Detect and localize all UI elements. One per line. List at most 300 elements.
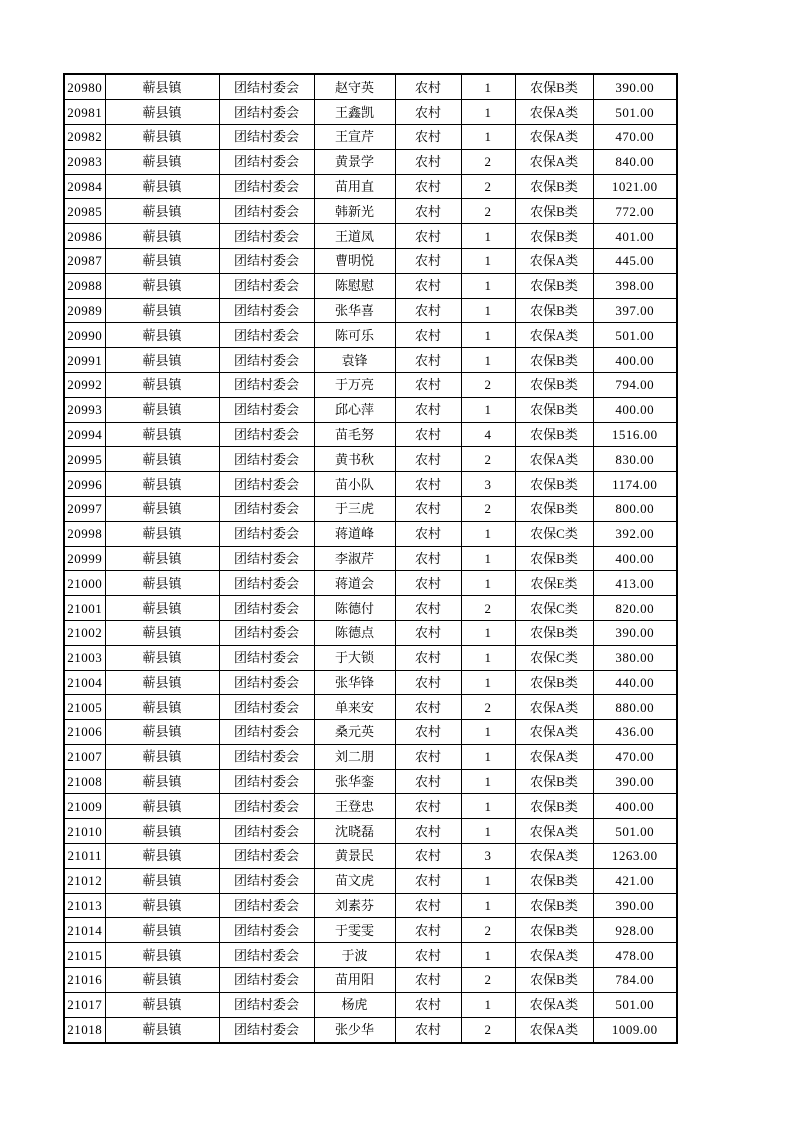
cell-town: 蕲县镇: [105, 149, 219, 174]
table-row: [64, 546, 677, 571]
cell-serial-number: 20997: [64, 496, 105, 521]
cell-amount: 928.00: [593, 918, 677, 943]
cell-person-count: 1: [461, 298, 515, 323]
cell-serial-number: 20987: [64, 248, 105, 273]
cell-insurance-category: 农保A类: [515, 1017, 593, 1043]
cell-amount: 880.00: [593, 695, 677, 720]
cell-serial-number: 21004: [64, 670, 105, 695]
cell-amount: 470.00: [593, 744, 677, 769]
cell-village-committee: 团结村委会: [219, 546, 314, 571]
cell-insurance-category: 农保A类: [515, 124, 593, 149]
cell-residence-type: 农村: [395, 893, 461, 918]
cell-person-count: 1: [461, 819, 515, 844]
cell-serial-number: 21017: [64, 992, 105, 1017]
cell-amount: 400.00: [593, 546, 677, 571]
cell-person-count: 1: [461, 546, 515, 571]
cell-town: 蕲县镇: [105, 645, 219, 670]
cell-insurance-category: 农保B类: [515, 868, 593, 893]
cell-residence-type: 农村: [395, 645, 461, 670]
cell-serial-number: 20980: [64, 74, 105, 100]
cell-village-committee: 团结村委会: [219, 521, 314, 546]
cell-town: 蕲县镇: [105, 74, 219, 100]
cell-village-committee: 团结村委会: [219, 645, 314, 670]
table-row: [64, 918, 677, 943]
cell-person-name: 韩新光: [314, 199, 395, 224]
cell-town: 蕲县镇: [105, 496, 219, 521]
cell-town: 蕲县镇: [105, 893, 219, 918]
cell-village-committee: 团结村委会: [219, 397, 314, 422]
cell-amount: 840.00: [593, 149, 677, 174]
cell-residence-type: 农村: [395, 273, 461, 298]
cell-person-count: 1: [461, 571, 515, 596]
cell-town: 蕲县镇: [105, 819, 219, 844]
cell-amount: 501.00: [593, 992, 677, 1017]
table-row: [64, 720, 677, 745]
cell-person-name: 蒋道峰: [314, 521, 395, 546]
cell-serial-number: 20999: [64, 546, 105, 571]
cell-insurance-category: 农保B类: [515, 174, 593, 199]
cell-person-count: 1: [461, 397, 515, 422]
cell-person-name: 于三虎: [314, 496, 395, 521]
cell-serial-number: 21011: [64, 844, 105, 869]
cell-amount: 397.00: [593, 298, 677, 323]
cell-town: 蕲县镇: [105, 571, 219, 596]
cell-village-committee: 团结村委会: [219, 992, 314, 1017]
cell-village-committee: 团结村委会: [219, 199, 314, 224]
table-row: [64, 472, 677, 497]
cell-residence-type: 农村: [395, 372, 461, 397]
cell-person-name: 沈晓磊: [314, 819, 395, 844]
cell-person-count: 1: [461, 893, 515, 918]
cell-person-name: 张华锋: [314, 670, 395, 695]
cell-person-name: 张华銮: [314, 769, 395, 794]
table-row: [64, 496, 677, 521]
cell-residence-type: 农村: [395, 769, 461, 794]
cell-insurance-category: 农保B类: [515, 918, 593, 943]
cell-serial-number: 21010: [64, 819, 105, 844]
cell-person-count: 3: [461, 844, 515, 869]
cell-insurance-category: 农保B类: [515, 348, 593, 373]
table-row: [64, 199, 677, 224]
cell-insurance-category: 农保A类: [515, 447, 593, 472]
cell-person-name: 王道凤: [314, 224, 395, 249]
cell-person-count: 1: [461, 943, 515, 968]
cell-person-name: 陈德付: [314, 596, 395, 621]
cell-person-name: 于大锁: [314, 645, 395, 670]
cell-person-count: 2: [461, 149, 515, 174]
cell-amount: 1021.00: [593, 174, 677, 199]
cell-amount: 1516.00: [593, 422, 677, 447]
cell-village-committee: 团结村委会: [219, 149, 314, 174]
cell-amount: 380.00: [593, 645, 677, 670]
cell-serial-number: 20981: [64, 100, 105, 125]
cell-insurance-category: 农保C类: [515, 521, 593, 546]
cell-village-committee: 团结村委会: [219, 596, 314, 621]
cell-person-count: 1: [461, 348, 515, 373]
table-row: [64, 74, 677, 100]
cell-amount: 501.00: [593, 100, 677, 125]
table-row: [64, 943, 677, 968]
cell-serial-number: 20986: [64, 224, 105, 249]
table-row: [64, 174, 677, 199]
cell-amount: 501.00: [593, 323, 677, 348]
cell-town: 蕲县镇: [105, 248, 219, 273]
cell-person-name: 苗用阳: [314, 968, 395, 993]
cell-person-count: 1: [461, 744, 515, 769]
cell-serial-number: 21007: [64, 744, 105, 769]
cell-residence-type: 农村: [395, 819, 461, 844]
cell-residence-type: 农村: [395, 918, 461, 943]
cell-town: 蕲县镇: [105, 199, 219, 224]
cell-serial-number: 20985: [64, 199, 105, 224]
table-row: [64, 968, 677, 993]
cell-person-count: 2: [461, 372, 515, 397]
cell-serial-number: 21005: [64, 695, 105, 720]
cell-amount: 398.00: [593, 273, 677, 298]
cell-town: 蕲县镇: [105, 1017, 219, 1043]
cell-insurance-category: 农保B类: [515, 273, 593, 298]
cell-serial-number: 21008: [64, 769, 105, 794]
cell-residence-type: 农村: [395, 224, 461, 249]
cell-serial-number: 20991: [64, 348, 105, 373]
cell-insurance-category: 农保B类: [515, 620, 593, 645]
cell-person-name: 黄书秋: [314, 447, 395, 472]
cell-serial-number: 21001: [64, 596, 105, 621]
cell-village-committee: 团结村委会: [219, 447, 314, 472]
table-row: [64, 992, 677, 1017]
cell-village-committee: 团结村委会: [219, 496, 314, 521]
cell-serial-number: 21012: [64, 868, 105, 893]
cell-village-committee: 团结村委会: [219, 100, 314, 125]
cell-serial-number: 20993: [64, 397, 105, 422]
cell-insurance-category: 农保A类: [515, 819, 593, 844]
cell-person-name: 刘二朋: [314, 744, 395, 769]
cell-serial-number: 20995: [64, 447, 105, 472]
cell-village-committee: 团结村委会: [219, 174, 314, 199]
table-row: [64, 670, 677, 695]
cell-town: 蕲县镇: [105, 620, 219, 645]
cell-person-count: 1: [461, 521, 515, 546]
cell-person-name: 王宣芹: [314, 124, 395, 149]
table-row: [64, 447, 677, 472]
table-row: [64, 695, 677, 720]
cell-serial-number: 21009: [64, 794, 105, 819]
cell-insurance-category: 农保C类: [515, 645, 593, 670]
cell-residence-type: 农村: [395, 720, 461, 745]
cell-amount: 501.00: [593, 819, 677, 844]
cell-insurance-category: 农保A类: [515, 943, 593, 968]
cell-village-committee: 团结村委会: [219, 372, 314, 397]
cell-insurance-category: 农保A类: [515, 149, 593, 174]
cell-village-committee: 团结村委会: [219, 571, 314, 596]
cell-residence-type: 农村: [395, 695, 461, 720]
cell-town: 蕲县镇: [105, 546, 219, 571]
cell-village-committee: 团结村委会: [219, 74, 314, 100]
cell-insurance-category: 农保A类: [515, 248, 593, 273]
cell-amount: 772.00: [593, 199, 677, 224]
cell-residence-type: 农村: [395, 943, 461, 968]
cell-town: 蕲县镇: [105, 769, 219, 794]
cell-village-committee: 团结村委会: [219, 273, 314, 298]
cell-residence-type: 农村: [395, 149, 461, 174]
table-body: [64, 74, 677, 1043]
cell-insurance-category: 农保A类: [515, 992, 593, 1017]
cell-residence-type: 农村: [395, 323, 461, 348]
cell-amount: 390.00: [593, 620, 677, 645]
cell-serial-number: 20982: [64, 124, 105, 149]
cell-person-count: 1: [461, 868, 515, 893]
cell-person-count: 2: [461, 596, 515, 621]
cell-residence-type: 农村: [395, 596, 461, 621]
table-row: [64, 348, 677, 373]
table-row: [64, 769, 677, 794]
table-row: [64, 149, 677, 174]
cell-person-count: 2: [461, 199, 515, 224]
cell-person-name: 黄景民: [314, 844, 395, 869]
cell-serial-number: 21016: [64, 968, 105, 993]
cell-serial-number: 21014: [64, 918, 105, 943]
cell-serial-number: 21000: [64, 571, 105, 596]
table-row: [64, 1017, 677, 1043]
cell-person-count: 1: [461, 620, 515, 645]
cell-person-name: 袁锋: [314, 348, 395, 373]
cell-village-committee: 团结村委会: [219, 695, 314, 720]
cell-serial-number: 20983: [64, 149, 105, 174]
cell-person-count: 1: [461, 720, 515, 745]
table-row: [64, 397, 677, 422]
cell-town: 蕲县镇: [105, 943, 219, 968]
cell-person-count: 1: [461, 769, 515, 794]
cell-village-committee: 团结村委会: [219, 348, 314, 373]
cell-serial-number: 20996: [64, 472, 105, 497]
cell-residence-type: 农村: [395, 992, 461, 1017]
cell-person-name: 张少华: [314, 1017, 395, 1043]
cell-town: 蕲县镇: [105, 422, 219, 447]
cell-serial-number: 20988: [64, 273, 105, 298]
cell-person-count: 1: [461, 992, 515, 1017]
cell-village-committee: 团结村委会: [219, 819, 314, 844]
cell-person-count: 1: [461, 645, 515, 670]
cell-residence-type: 农村: [395, 174, 461, 199]
cell-person-name: 李淑芹: [314, 546, 395, 571]
cell-person-name: 王鑫凯: [314, 100, 395, 125]
cell-amount: 820.00: [593, 596, 677, 621]
cell-amount: 392.00: [593, 521, 677, 546]
cell-amount: 830.00: [593, 447, 677, 472]
cell-person-count: 1: [461, 124, 515, 149]
cell-village-committee: 团结村委会: [219, 968, 314, 993]
cell-town: 蕲县镇: [105, 918, 219, 943]
cell-person-count: 4: [461, 422, 515, 447]
cell-amount: 390.00: [593, 893, 677, 918]
cell-amount: 445.00: [593, 248, 677, 273]
cell-amount: 794.00: [593, 372, 677, 397]
table-row: [64, 323, 677, 348]
cell-person-name: 蒋道会: [314, 571, 395, 596]
cell-person-count: 2: [461, 447, 515, 472]
cell-town: 蕲县镇: [105, 794, 219, 819]
cell-person-name: 单来安: [314, 695, 395, 720]
cell-person-count: 1: [461, 74, 515, 100]
cell-village-committee: 团结村委会: [219, 323, 314, 348]
cell-insurance-category: 农保B类: [515, 199, 593, 224]
cell-residence-type: 农村: [395, 248, 461, 273]
table-row: [64, 100, 677, 125]
cell-town: 蕲县镇: [105, 968, 219, 993]
cell-residence-type: 农村: [395, 298, 461, 323]
cell-person-count: 2: [461, 918, 515, 943]
cell-insurance-category: 农保E类: [515, 571, 593, 596]
cell-insurance-category: 农保A类: [515, 695, 593, 720]
cell-amount: 1009.00: [593, 1017, 677, 1043]
cell-person-name: 陈可乐: [314, 323, 395, 348]
cell-serial-number: 20992: [64, 372, 105, 397]
cell-person-count: 2: [461, 968, 515, 993]
cell-person-name: 杨虎: [314, 992, 395, 1017]
cell-residence-type: 农村: [395, 546, 461, 571]
cell-insurance-category: 农保A类: [515, 744, 593, 769]
cell-village-committee: 团结村委会: [219, 868, 314, 893]
cell-residence-type: 农村: [395, 397, 461, 422]
cell-amount: 413.00: [593, 571, 677, 596]
cell-town: 蕲县镇: [105, 868, 219, 893]
cell-person-name: 张华喜: [314, 298, 395, 323]
cell-insurance-category: 农保B类: [515, 298, 593, 323]
cell-village-committee: 团结村委会: [219, 769, 314, 794]
cell-serial-number: 21002: [64, 620, 105, 645]
cell-insurance-category: 农保B类: [515, 496, 593, 521]
cell-residence-type: 农村: [395, 670, 461, 695]
cell-residence-type: 农村: [395, 620, 461, 645]
cell-insurance-category: 农保B类: [515, 769, 593, 794]
cell-person-count: 1: [461, 273, 515, 298]
cell-residence-type: 农村: [395, 571, 461, 596]
cell-amount: 421.00: [593, 868, 677, 893]
cell-residence-type: 农村: [395, 74, 461, 100]
cell-insurance-category: 农保C类: [515, 596, 593, 621]
cell-amount: 436.00: [593, 720, 677, 745]
cell-amount: 800.00: [593, 496, 677, 521]
cell-village-committee: 团结村委会: [219, 844, 314, 869]
cell-village-committee: 团结村委会: [219, 1017, 314, 1043]
cell-insurance-category: 农保B类: [515, 893, 593, 918]
cell-amount: 401.00: [593, 224, 677, 249]
cell-insurance-category: 农保B类: [515, 397, 593, 422]
cell-insurance-category: 农保A类: [515, 323, 593, 348]
cell-person-count: 1: [461, 224, 515, 249]
cell-residence-type: 农村: [395, 968, 461, 993]
cell-town: 蕲县镇: [105, 397, 219, 422]
cell-insurance-category: 农保B类: [515, 422, 593, 447]
cell-residence-type: 农村: [395, 794, 461, 819]
cell-town: 蕲县镇: [105, 992, 219, 1017]
cell-amount: 784.00: [593, 968, 677, 993]
cell-village-committee: 团结村委会: [219, 720, 314, 745]
cell-amount: 400.00: [593, 397, 677, 422]
cell-insurance-category: 农保A类: [515, 100, 593, 125]
cell-village-committee: 团结村委会: [219, 943, 314, 968]
table-row: [64, 596, 677, 621]
cell-person-name: 赵守英: [314, 74, 395, 100]
cell-town: 蕲县镇: [105, 174, 219, 199]
cell-insurance-category: 农保B类: [515, 794, 593, 819]
cell-serial-number: 20990: [64, 323, 105, 348]
cell-person-name: 桑元英: [314, 720, 395, 745]
cell-person-name: 陈慰慰: [314, 273, 395, 298]
cell-town: 蕲县镇: [105, 323, 219, 348]
cell-residence-type: 农村: [395, 348, 461, 373]
cell-town: 蕲县镇: [105, 521, 219, 546]
cell-serial-number: 20989: [64, 298, 105, 323]
cell-town: 蕲县镇: [105, 273, 219, 298]
cell-insurance-category: 农保B类: [515, 224, 593, 249]
table-row: [64, 372, 677, 397]
cell-residence-type: 农村: [395, 844, 461, 869]
cell-amount: 390.00: [593, 74, 677, 100]
table-row: [64, 645, 677, 670]
cell-town: 蕲县镇: [105, 372, 219, 397]
cell-insurance-category: 农保A类: [515, 844, 593, 869]
cell-town: 蕲县镇: [105, 744, 219, 769]
cell-village-committee: 团结村委会: [219, 744, 314, 769]
cell-residence-type: 农村: [395, 521, 461, 546]
cell-village-committee: 团结村委会: [219, 248, 314, 273]
cell-town: 蕲县镇: [105, 720, 219, 745]
cell-serial-number: 20984: [64, 174, 105, 199]
table-row: [64, 224, 677, 249]
cell-residence-type: 农村: [395, 744, 461, 769]
cell-person-name: 曹明悦: [314, 248, 395, 273]
cell-serial-number: 21015: [64, 943, 105, 968]
cell-town: 蕲县镇: [105, 348, 219, 373]
cell-person-name: 苗毛努: [314, 422, 395, 447]
table-row: [64, 794, 677, 819]
cell-amount: 478.00: [593, 943, 677, 968]
table-row: [64, 819, 677, 844]
cell-serial-number: 21018: [64, 1017, 105, 1043]
cell-residence-type: 农村: [395, 422, 461, 447]
cell-serial-number: 21006: [64, 720, 105, 745]
cell-residence-type: 农村: [395, 868, 461, 893]
cell-serial-number: 20998: [64, 521, 105, 546]
cell-residence-type: 农村: [395, 472, 461, 497]
cell-insurance-category: 农保B类: [515, 546, 593, 571]
table-row: [64, 844, 677, 869]
cell-town: 蕲县镇: [105, 298, 219, 323]
cell-person-count: 1: [461, 670, 515, 695]
cell-residence-type: 农村: [395, 496, 461, 521]
cell-residence-type: 农村: [395, 1017, 461, 1043]
cell-person-name: 苗文虎: [314, 868, 395, 893]
cell-amount: 1174.00: [593, 472, 677, 497]
cell-town: 蕲县镇: [105, 124, 219, 149]
cell-insurance-category: 农保A类: [515, 720, 593, 745]
cell-amount: 440.00: [593, 670, 677, 695]
cell-town: 蕲县镇: [105, 670, 219, 695]
table-row: [64, 298, 677, 323]
cell-town: 蕲县镇: [105, 596, 219, 621]
cell-village-committee: 团结村委会: [219, 298, 314, 323]
cell-person-count: 1: [461, 248, 515, 273]
cell-village-committee: 团结村委会: [219, 893, 314, 918]
cell-village-committee: 团结村委会: [219, 620, 314, 645]
cell-amount: 470.00: [593, 124, 677, 149]
cell-person-name: 于万亮: [314, 372, 395, 397]
cell-village-committee: 团结村委会: [219, 794, 314, 819]
cell-person-count: 2: [461, 695, 515, 720]
table-row: [64, 521, 677, 546]
cell-person-name: 王登忠: [314, 794, 395, 819]
